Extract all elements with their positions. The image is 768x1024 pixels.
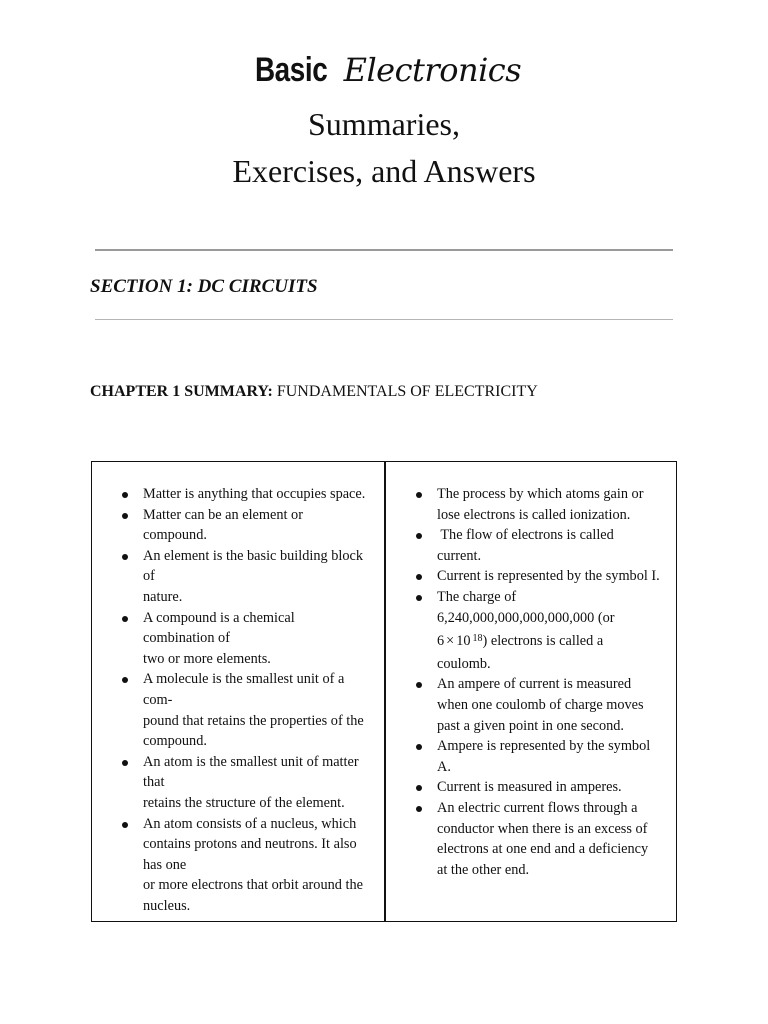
bullet-icon <box>416 682 422 688</box>
bullet-icon <box>122 554 128 560</box>
text-line: that <box>143 774 165 791</box>
bullet-icon <box>122 822 128 828</box>
bullet-icon <box>416 785 422 791</box>
text-line: nucleus. <box>143 897 191 914</box>
section-divider <box>95 319 673 320</box>
text-line: An electric current flows through a <box>437 799 638 816</box>
bullet-icon <box>122 513 128 519</box>
text-line: of <box>143 568 155 585</box>
text-line: The flow of electrons is called <box>437 527 614 544</box>
bullet-icon <box>416 492 422 498</box>
text-line: retains the structure of the element. <box>143 794 345 811</box>
text-line: compound. <box>143 527 207 544</box>
text-line: An atom is the smallest unit of matter <box>143 753 359 770</box>
bullet-icon <box>122 616 128 622</box>
text-line: contains protons and neutrons. It also <box>143 836 357 853</box>
list-item <box>437 587 677 674</box>
text-line: nature. <box>143 588 183 605</box>
text-line: compound. <box>143 733 207 750</box>
bullet-icon <box>416 533 422 539</box>
list-item <box>437 566 677 587</box>
list-item <box>143 814 383 917</box>
title-basic: Basic <box>254 51 328 89</box>
list-item <box>143 546 383 608</box>
title-electronics: Electronics <box>343 51 522 89</box>
bullet-icon <box>122 677 128 683</box>
text-line: 6,240,000,000,000,000,000 (or <box>437 609 615 626</box>
text-line: Matter is anything that occupies space. <box>143 486 366 502</box>
text-fragment: ) electrons is called a <box>482 633 604 650</box>
text-line: past a given point in one second. <box>437 717 625 734</box>
left-column <box>143 484 383 916</box>
list-item <box>143 505 383 546</box>
text-line: when one coulomb of charge moves <box>437 696 644 713</box>
bullet-icon <box>122 760 128 766</box>
text-line: Matter can be an element or <box>143 506 303 523</box>
bullet-icon <box>416 744 422 750</box>
subtitle-line-2: Exercises, and Answers <box>232 153 536 189</box>
chapter-label: CHAPTER 1 SUMMARY: <box>90 383 273 400</box>
list-item <box>143 669 383 751</box>
sci-base: 10 <box>456 633 471 650</box>
chapter-heading <box>90 383 538 401</box>
text-line: A compound is a chemical <box>143 609 295 626</box>
bullet-icon <box>416 574 422 580</box>
document-title <box>0 48 768 93</box>
list-item <box>437 525 677 566</box>
text-line: The charge of <box>437 588 517 605</box>
text-line: An ampere of current is measured <box>437 676 632 693</box>
list-item <box>143 752 383 814</box>
text-line: Ampere is represented by the symbol <box>437 738 651 755</box>
text-line: conductor when there is an excess of <box>437 820 648 837</box>
sci-notation <box>437 631 483 654</box>
text-line: A. <box>437 758 451 775</box>
text-line: electrons at one end and a deficiency <box>437 841 649 858</box>
column-divider <box>384 462 386 921</box>
text-line: combination of <box>143 630 230 647</box>
text-line: at the other end. <box>437 861 530 878</box>
text-line: Current is measured in amperes. <box>437 779 622 796</box>
text-line: two or more elements. <box>143 650 271 667</box>
text-line: An element is the basic building block <box>143 547 363 564</box>
text-line: or more electrons that orbit around the <box>143 877 363 894</box>
text-line: com- <box>143 691 173 708</box>
list-item <box>437 484 677 525</box>
right-column <box>437 484 677 880</box>
bullet-icon <box>416 806 422 812</box>
list-item <box>143 484 383 505</box>
list-item <box>437 798 677 880</box>
list-item <box>437 777 677 798</box>
text-line: lose electrons is called ionization. <box>437 506 631 523</box>
text-line: The process by which atoms gain or <box>437 486 644 502</box>
bullet-icon <box>416 595 422 601</box>
sci-notation-line <box>437 631 677 654</box>
text-line: Current is represented by the symbol I. <box>437 568 660 585</box>
text-line: An atom consists of a nucleus, which <box>143 815 357 832</box>
left-bullet-list <box>143 484 383 916</box>
subtitle-line-1: Summaries, <box>308 106 460 142</box>
chapter-name: FUNDAMENTALS OF ELECTRICITY <box>276 383 538 400</box>
section-heading: SECTION 1: DC CIRCUITS <box>90 276 318 297</box>
text-line: A molecule is the smallest unit of a <box>143 671 345 688</box>
list-item <box>143 608 383 670</box>
text-line: current. <box>437 547 482 564</box>
list-item <box>437 736 677 777</box>
right-bullet-list <box>437 484 677 880</box>
text-line: pound that retains the properties of the <box>143 712 364 729</box>
summary-table <box>91 461 677 922</box>
top-divider <box>95 249 673 251</box>
bullet-icon <box>122 492 128 498</box>
text-line: coulomb. <box>437 655 491 672</box>
sci-exponent: 18 <box>472 633 483 645</box>
list-item <box>437 674 677 736</box>
sci-coefficient: 6 <box>437 633 445 650</box>
text-line: has one <box>143 856 187 873</box>
times-symbol: × <box>446 633 455 650</box>
